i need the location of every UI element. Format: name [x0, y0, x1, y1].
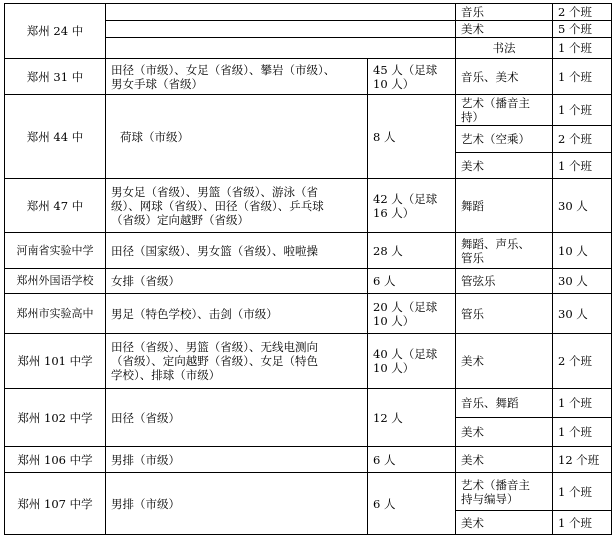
- classes-cell: 2 个班: [553, 4, 612, 21]
- school-name-cell: 郑州 47 中: [5, 179, 106, 233]
- count-cell: 40 人（足球 10 人）: [368, 334, 456, 389]
- count-cell: 6 人: [368, 473, 456, 535]
- school-name-cell: 郑州 107 中学: [5, 473, 106, 535]
- school-admission-table: [4, 3, 612, 535]
- school-name-cell: 河南省实验中学: [5, 233, 106, 269]
- count-cell: 6 人: [368, 269, 456, 294]
- school-name-cell: 郑州 44 中: [5, 95, 106, 179]
- school-name-cell: 郑州市实验高中: [5, 294, 106, 334]
- classes-cell: 2 个班: [553, 126, 612, 153]
- art-cell: 舞蹈、声乐、 管乐: [456, 233, 553, 269]
- school-name-cell: 郑州 106 中学: [5, 447, 106, 473]
- art-cell: 管弦乐: [456, 269, 553, 294]
- classes-cell: 1 个班: [553, 389, 612, 418]
- table-row: [5, 294, 612, 334]
- classes-cell: 2 个班: [553, 334, 612, 389]
- classes-cell: 30 人: [553, 179, 612, 233]
- sports-cell: 田径（国家级）、男女篮（省级）、啦啦操: [106, 233, 368, 269]
- table-row: [5, 389, 612, 418]
- art-cell: 美术: [456, 418, 553, 447]
- art-cell: 美术: [456, 511, 553, 535]
- sports-cell: 男足（特色学校）、击剑（市级）: [106, 294, 368, 334]
- classes-cell: 10 人: [553, 233, 612, 269]
- sports-cell: 男排（市级）: [106, 473, 368, 535]
- art-cell: 艺术（播音主持）: [456, 95, 553, 126]
- school-name-cell: 郑州 101 中学: [5, 334, 106, 389]
- table-row: [5, 334, 612, 389]
- classes-cell: 1 个班: [553, 59, 612, 95]
- sports-cell: [106, 4, 456, 21]
- count-cell: 8 人: [368, 95, 456, 179]
- count-cell: 42 人（足球 16 人）: [368, 179, 456, 233]
- art-cell: 管乐: [456, 294, 553, 334]
- sports-cell: [106, 21, 456, 38]
- table-row: [5, 269, 612, 294]
- art-cell: 艺术（空乘）: [456, 126, 553, 153]
- count-cell: 28 人: [368, 233, 456, 269]
- table-row: [5, 179, 612, 233]
- count-cell: 12 人: [368, 389, 456, 447]
- school-name-cell: 郑州 24 中: [5, 4, 106, 59]
- table-row: [5, 447, 612, 473]
- art-cell: 美术: [456, 447, 553, 473]
- school-name-cell: 郑州 31 中: [5, 59, 106, 95]
- art-cell: 美术: [456, 153, 553, 179]
- count-cell: 6 人: [368, 447, 456, 473]
- table-row: [5, 473, 612, 511]
- sports-cell: 田径（省级）、男篮（省级）、无线电测向 （省级）、定向越野（省级）、女足（特色 学校）、排球（市级）: [106, 334, 368, 389]
- art-cell: 艺术（播音主 持与编导）: [456, 473, 553, 511]
- classes-cell: 30 人: [553, 269, 612, 294]
- classes-cell: 5 个班: [553, 21, 612, 38]
- sports-cell: 荷球（市级）: [106, 95, 368, 179]
- classes-cell: 12 个班: [553, 447, 612, 473]
- sports-cell: 女排（省级）: [106, 269, 368, 294]
- table-row: [5, 95, 612, 126]
- count-cell: 20 人（足球 10 人）: [368, 294, 456, 334]
- art-cell: 音乐、美术: [456, 59, 553, 95]
- classes-cell: 1 个班: [553, 473, 612, 511]
- sports-cell: 男排（市级）: [106, 447, 368, 473]
- sports-cell: 田径（省级）: [106, 389, 368, 447]
- count-cell: 45 人（足球 10 人）: [368, 59, 456, 95]
- table-row: [5, 59, 612, 95]
- classes-cell: 1 个班: [553, 511, 612, 535]
- art-cell: 音乐: [456, 4, 553, 21]
- classes-cell: 1 个班: [553, 418, 612, 447]
- classes-cell: 1 个班: [553, 153, 612, 179]
- classes-cell: 1 个班: [553, 38, 612, 59]
- school-name-cell: 郑州 102 中学: [5, 389, 106, 447]
- art-cell: 美术: [456, 334, 553, 389]
- classes-cell: 30 人: [553, 294, 612, 334]
- classes-cell: 1 个班: [553, 95, 612, 126]
- art-cell: 书法: [456, 38, 553, 59]
- table-row: [5, 233, 612, 269]
- sports-cell: 男女足（省级）、男篮（省级）、游泳（省 级）、网球（省级）、田径（省级）、乒乓球 （省级）定向越野（省级）: [106, 179, 368, 233]
- sports-cell: 田径（市级）、女足（省级）、攀岩（市级）、 男女手球（省级）: [106, 59, 368, 95]
- art-cell: 舞蹈: [456, 179, 553, 233]
- art-cell: 美术: [456, 21, 553, 38]
- sports-cell: [106, 38, 456, 59]
- school-name-cell: 郑州外国语学校: [5, 269, 106, 294]
- table-row: [5, 4, 612, 21]
- art-cell: 音乐、舞蹈: [456, 389, 553, 418]
